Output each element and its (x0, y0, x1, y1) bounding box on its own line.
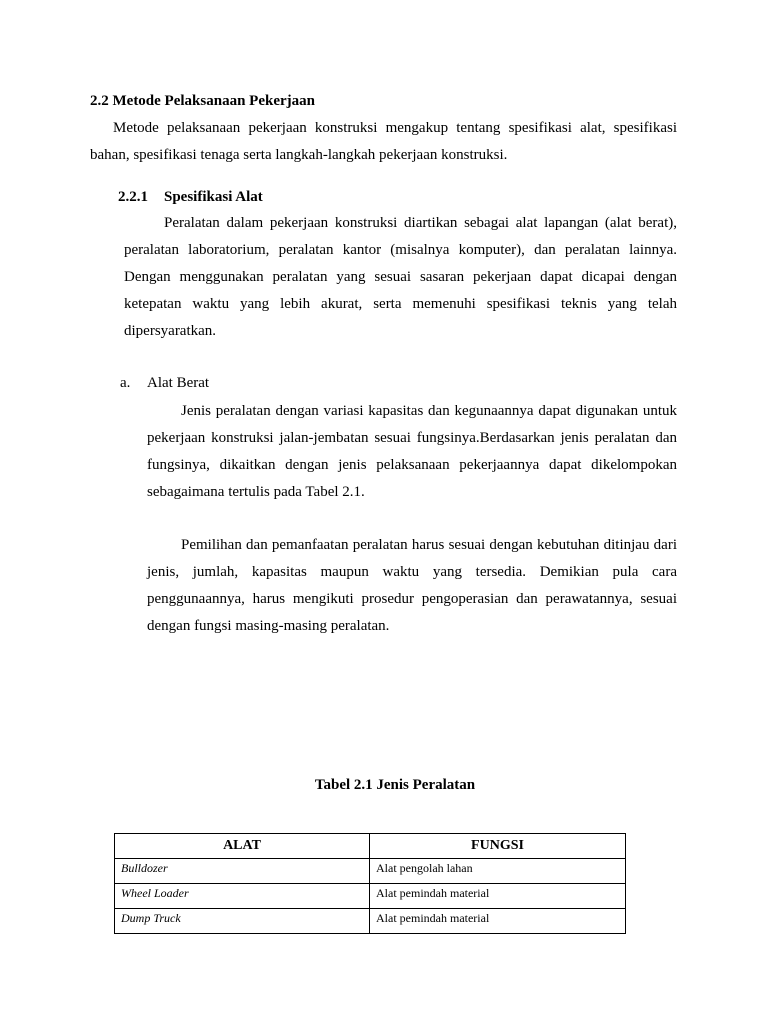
item-a-title: Alat Berat (147, 375, 210, 391)
table-cell-fungsi: Alat pengolah lahan (370, 859, 626, 884)
column-header-fungsi: FUNGSI (370, 834, 626, 859)
table-row (115, 859, 626, 884)
item-a-marker: a. (120, 375, 131, 391)
table-caption: Tabel 2.1 Jenis Peralatan (314, 777, 476, 793)
equipment-table (114, 833, 626, 934)
subsection-number: 2.2.1 (118, 189, 148, 205)
table-row (115, 884, 626, 909)
table-cell-alat: Wheel Loader (115, 884, 370, 909)
subsection-title: Spesifikasi Alat (164, 189, 263, 205)
subsection-body: Peralatan dalam pekerjaan konstruksi diartikan sebagai alat lapangan (alat berat), peralatan laboratorium, peralatan kantor (misalnya komputer), dan peralatan lainnya. Dengan menggunakan peralatan yang sesuai sasaran pekerjaan dapat dicapai dengan ketepatan waktu yang lebih akurat, serta memenuhi spesifikasi teknis yang telah dipersyaratkan. (124, 215, 677, 339)
item-a-paragraph-2: Pemilihan dan pemanfaatan peralatan harus sesuai dengan kebutuhan ditinjau dari jenis, jumlah, kapasitas maupun waktu yang tersedia. Demikian pula cara penggunaannya, harus mengikuti prosedur pengoperasian dan perawatannya, sesuai dengan fungsi masing-masing peralatan. (147, 537, 677, 634)
table-row (115, 909, 626, 934)
table-cell-fungsi: Alat pemindah material (370, 909, 626, 934)
table-cell-alat: Bulldozer (115, 859, 370, 884)
table-header-row (115, 834, 626, 859)
section-heading: 2.2 Metode Pelaksanaan Pekerjaan (90, 93, 315, 109)
item-a-paragraph-1: Jenis peralatan dengan variasi kapasitas dan kegunaannya dapat digunakan untuk pekerjaan konstruksi jalan-jembatan sesuai fungsinya.Berdasarkan jenis peralatan dan fungsinya, dikaitkan dengan jenis pelaksanaan pekerjaannya dapat dikelompokan sebagaimana tertulis pada Tabel 2.1. (147, 403, 677, 500)
table-cell-alat: Dump Truck (115, 909, 370, 934)
column-header-alat: ALAT (115, 834, 370, 859)
section-intro: Metode pelaksanaan pekerjaan konstruksi mengakup tentang spesifikasi alat, spesifikasi bahan, spesifikasi tenaga serta langkah-langkah pekerjaan konstruksi. (90, 120, 677, 163)
table-cell-fungsi: Alat pemindah material (370, 884, 626, 909)
